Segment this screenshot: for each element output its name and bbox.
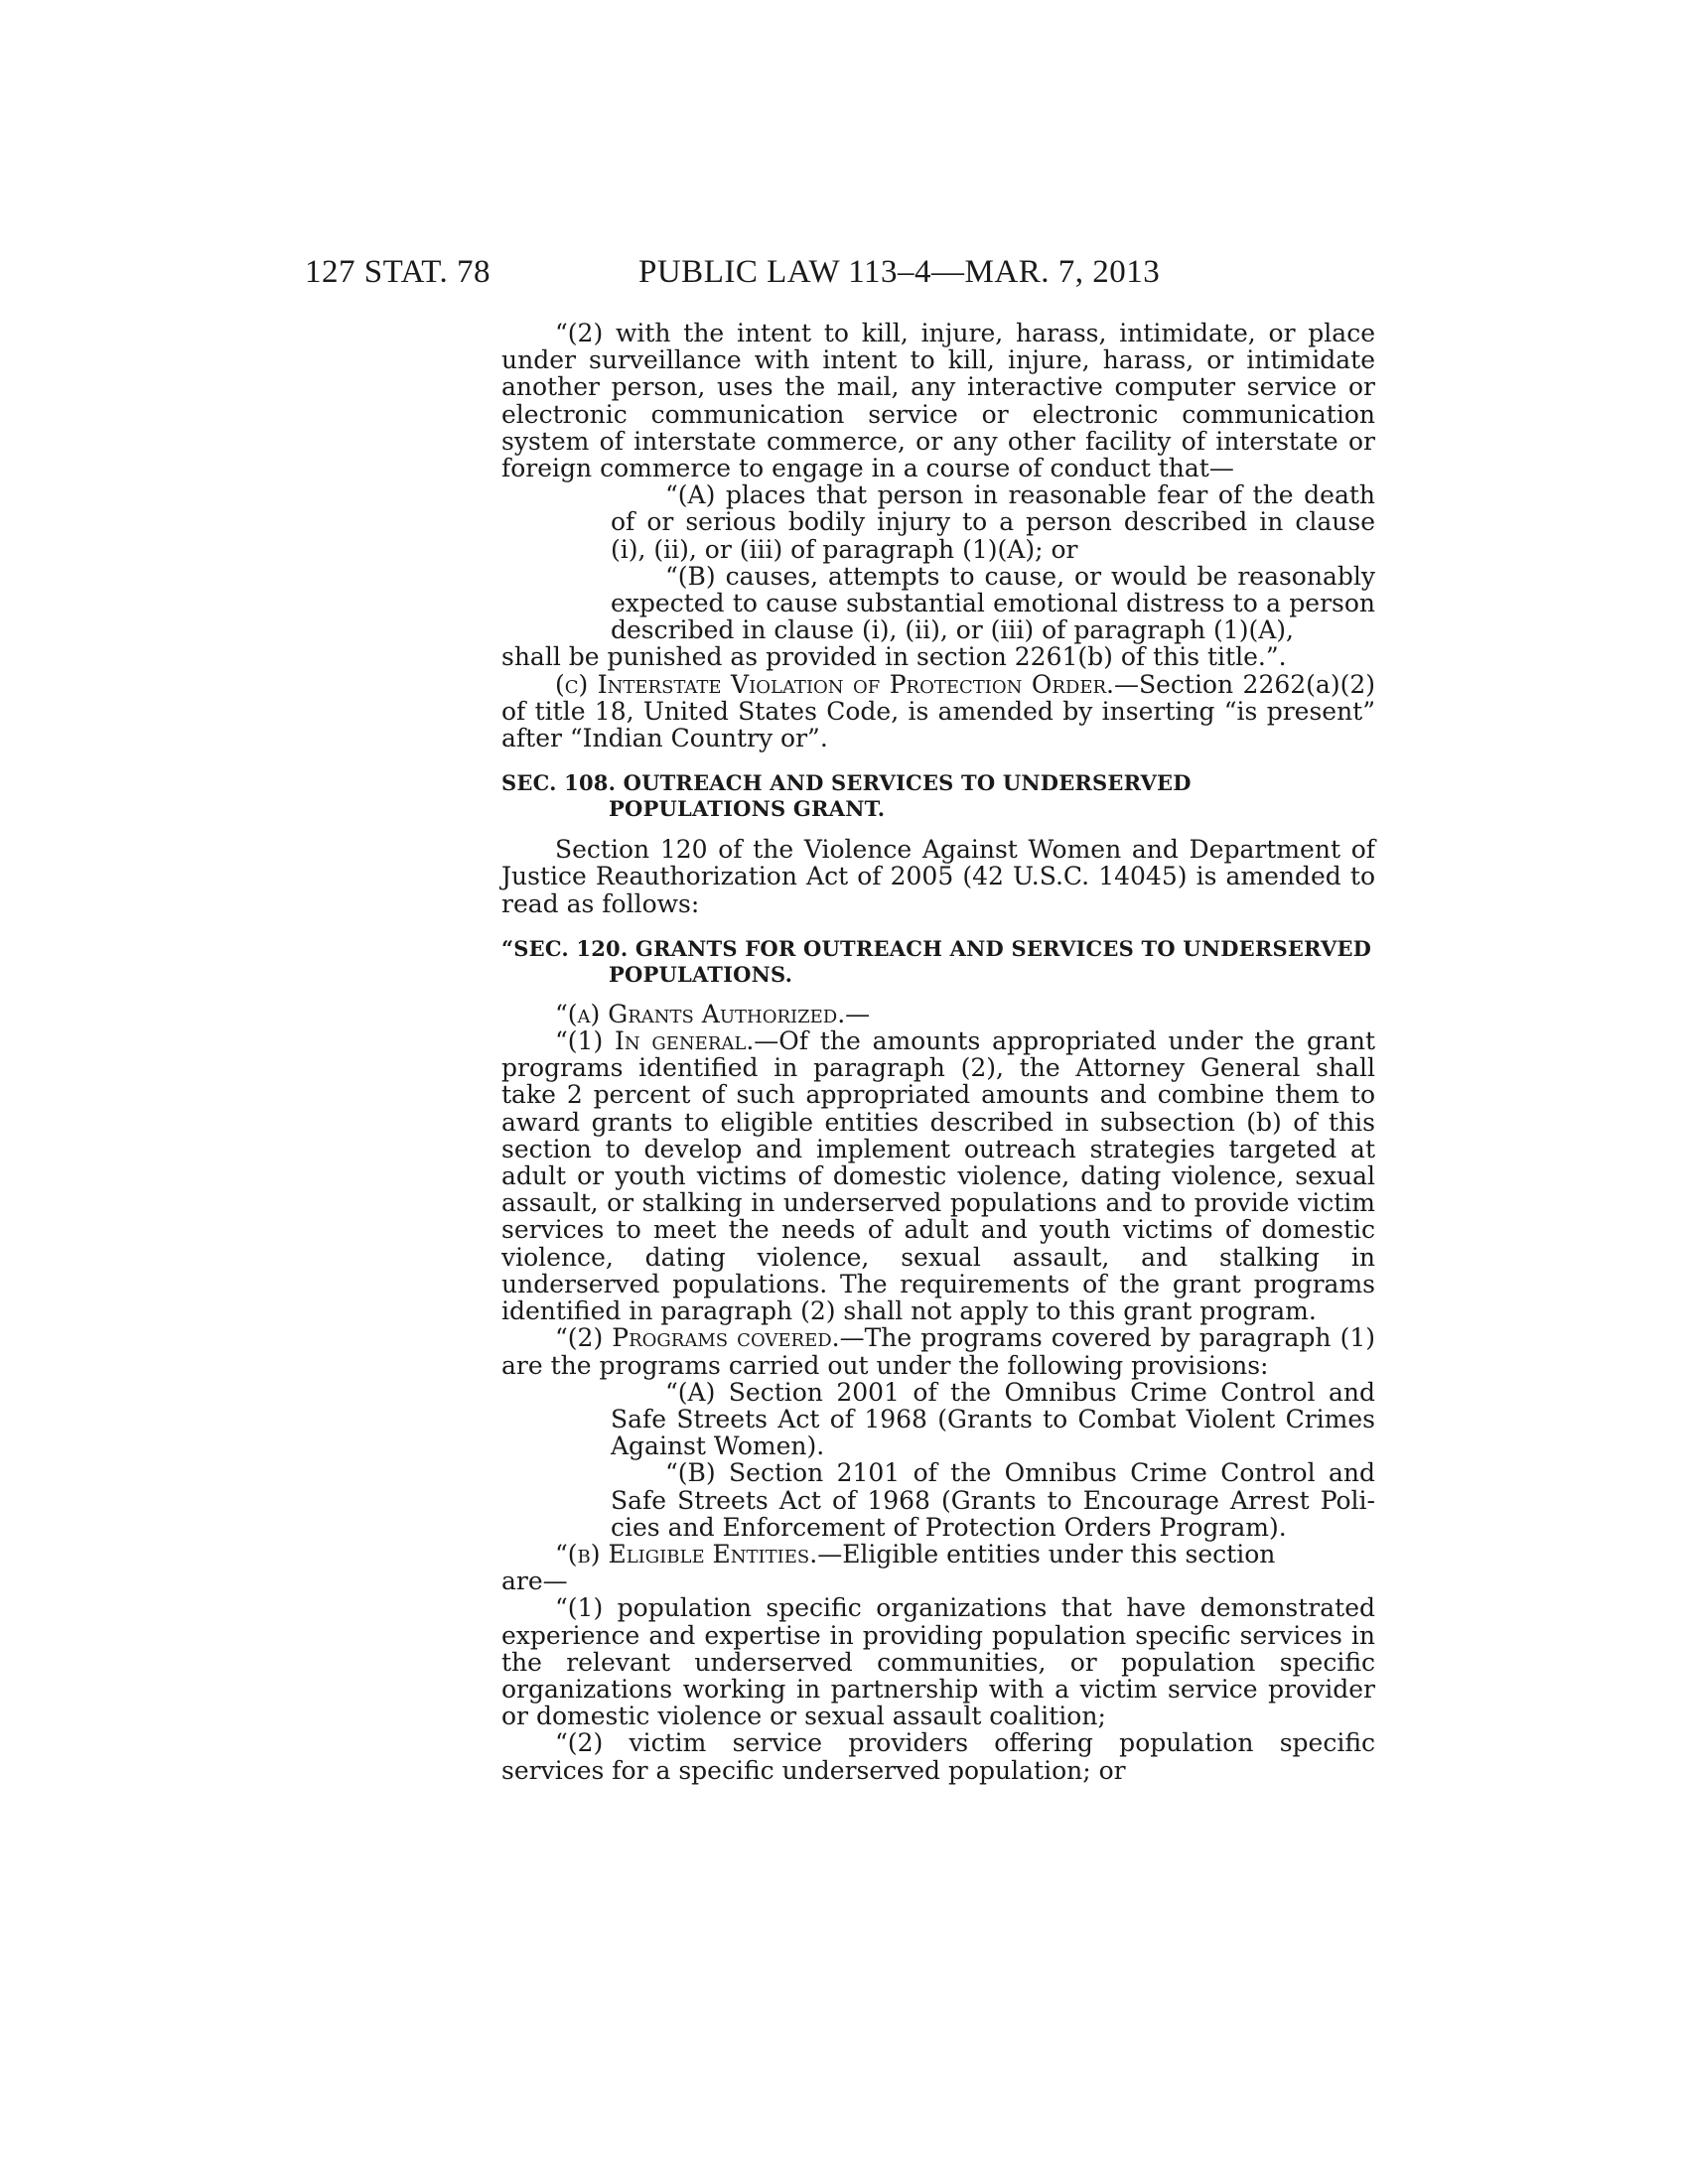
subsection-c-text: —Section 2262(a)(2) of title 18, United States Code, is amended by inserting “is present” after “Indian Country or”. <box>501 669 1375 753</box>
paragraph-a2-text: —The programs covered by paragraph (1) are the programs carried out under the following provisions: <box>501 1323 1375 1380</box>
running-header-title: PUBLIC LAW 113–4—MAR. 7, 2013 <box>638 254 1161 290</box>
subparagraph-A: “(A) places that person in reasonable fear of the death of or serious bodily injury to a person described in clause (i), (ii), or (iii) of paragraph (1)(A); or <box>611 480 1375 564</box>
subsection-a-heading <box>501 1001 1375 1027</box>
paragraph-b1: “(1) population specific organizations that have demonstrated experience and expertise in providing population specific services in the relevant underserved communities, or population specific organizations working in partnership with a victim service provider or domestic violence or sexual assault coalition; <box>501 1593 1375 1731</box>
subsection-a-label: “(a) Grants Authorized. <box>555 999 846 1028</box>
paragraph-a2 <box>501 1324 1375 1378</box>
paragraph-a1-text: —Of the amounts appropriated under the grant programs identified in paragraph (2), the Attorney General shall take 2 percent of such appropriated amounts and combine them to award grants to eligible entities described in subsection (b) of this section to develop and implement outreach strategies targeted at adult or youth victims of domestic violence, dating violence, sexual assault, or stalking in underserved populations and to provide victim services to meet the needs of adult and youth victims of domestic violence, dating violence, sexual assault, and stalking in underserved populations. The requirements of the grant programs identified in paragraph (2) shall not apply to this grant program. <box>501 1026 1376 1326</box>
section-120-heading: “SEC. 120. GRANTS FOR OUTREACH AND SERVICES TO UNDERSERVED POPULATIONS. <box>501 935 1372 987</box>
paragraph-2: “(2) with the intent to kill, injure, harass, intimidate, or place under surveillance with intent to kill, injure, harass, or intimidate another person, uses the mail, any interactive computer service or electronic communication service or electronic communication system of interstate commerce, or any other facility of interstate or foreign commerce to engage in a course of conduct that— <box>501 319 1375 483</box>
page-reference: 127 STAT. 78 <box>305 254 492 290</box>
paragraph-b2: “(2) victim service providers offering population specific services for a specific underserved population; or <box>501 1728 1375 1785</box>
subsection-c-heading: (c) Interstate Violation of Protection Order. <box>555 669 1114 699</box>
paragraph-a1 <box>501 1027 1375 1324</box>
document-body <box>501 320 1375 1784</box>
paragraph-a1-heading: “(1) In general. <box>555 1026 755 1056</box>
section-108-text: Section 120 of the Violence Against Women and Department of Justice Reauthorization Act of 2005 (42 U.S.C. 14045) is amended to read as follows: <box>501 835 1375 918</box>
subsection-a-dash: — <box>845 999 871 1028</box>
subsection-c <box>501 671 1375 752</box>
subsection-b <box>501 1541 1375 1568</box>
paragraph-a2-B: “(B) Section 2101 of the Omnibus Crime Control and Safe Streets Act of 1968 (Grants to Encourage Arrest Policies and Enforcement of Protection Orders Program). <box>611 1458 1375 1542</box>
subsection-b-text: —Eligible entities under this section <box>817 1539 1276 1569</box>
subsection-b-are: are— <box>501 1567 568 1596</box>
section-108-heading: SEC. 108. OUTREACH AND SERVICES TO UNDERSERVED POPULATIONS GRANT. <box>501 770 1192 822</box>
paragraph-a2-A: “(A) Section 2001 of the Omnibus Crime Control and Safe Streets Act of 1968 (Grants to Combat Violent Crimes Against Women). <box>611 1377 1375 1461</box>
subsection-b-heading: “(b) Eligible Entities. <box>555 1539 818 1569</box>
punishment-clause: shall be punished as provided in section 2261(b) of this title.”. <box>501 642 1287 672</box>
paragraph-a2-heading: “(2) Programs covered. <box>555 1323 840 1353</box>
subparagraph-B: “(B) causes, attempts to cause, or would be reasonably expected to cause substantial emotional distress to a person described in clause (i), (ii), or (iii) of paragraph (1)(A), <box>611 561 1375 645</box>
